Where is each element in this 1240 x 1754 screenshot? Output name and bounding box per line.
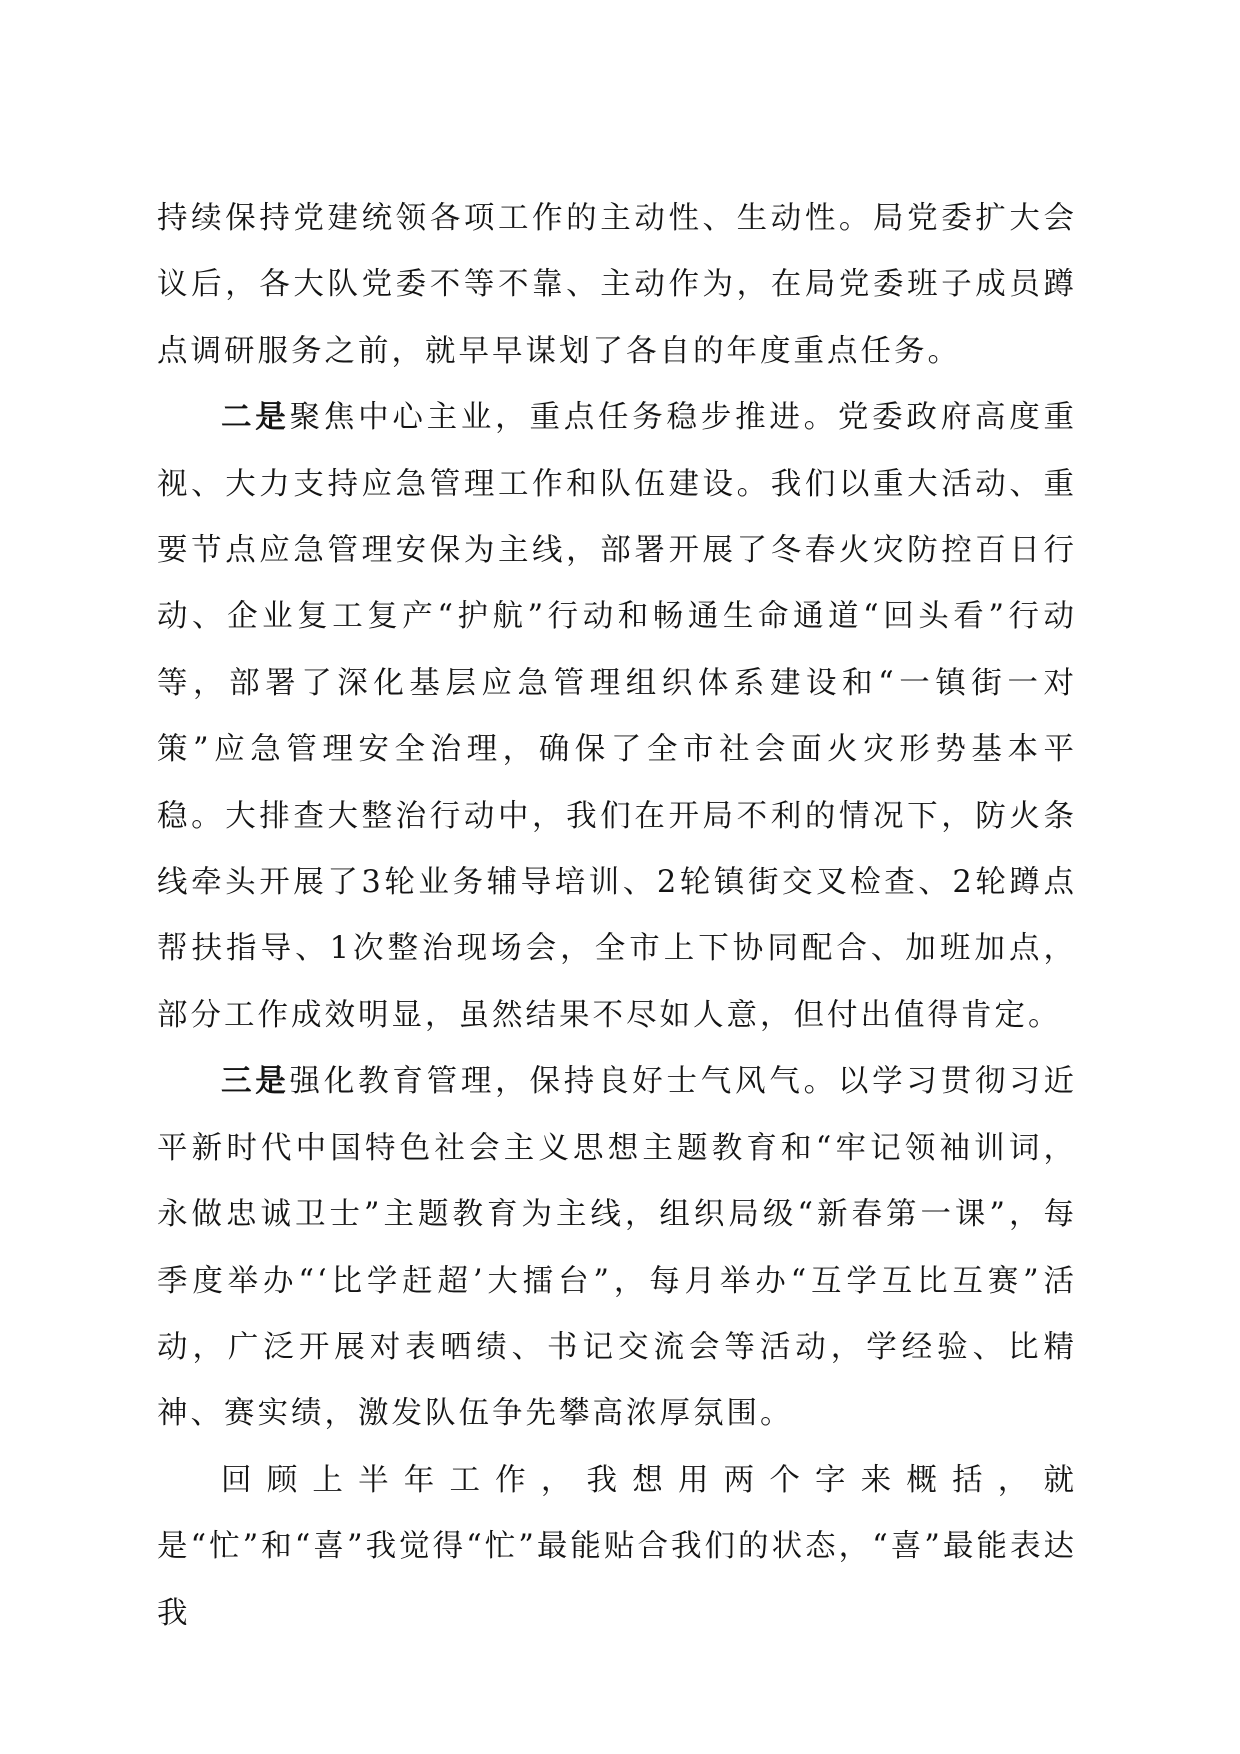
paragraph-review-summary bbox=[157, 1448, 1077, 1647]
paragraph-text: 强化教育管理，保持良好士气风气。以学习贯彻习近平新时代中国特色社会主义思想主题教育和“牢记领袖训词，永做忠诚卫士”主题教育为主线，组织局级“新春第一课”，每季度举办“‘比学赶超’大擂台”，每月举办“互学互比互赛”活动，广泛开展对表晒绩、书记交流会等活动，学经验、比精神、赛实绩，激发队伍争先攀高浓厚氛围。 bbox=[157, 1064, 1078, 1432]
paragraph-party-building-continuation bbox=[157, 186, 1077, 385]
paragraph-third-point bbox=[157, 1049, 1077, 1447]
paragraph-text: 持续保持党建统领各项工作的主动性、生动性。局党委扩大会议后，各大队党委不等不靠、主动作为，在局党委班子成员蹲点调研服务之前，就早早谋划了各自的年度重点任务。 bbox=[157, 201, 1077, 369]
body-text bbox=[157, 186, 1077, 1647]
paragraph-text: 聚焦中心主业，重点任务稳步推进。党委政府高度重视、大力支持应急管理工作和队伍建设。我们以重大活动、重要节点应急管理安保为主线，部署开展了冬春火灾防控百日行动、企业复工复产“护航”行动和畅通生命通道“回头看”行动等，部署了深化基层应急管理组织体系建设和“一镇街一对策”应急管理安全治理，确保了全市社会面火灾形势基本平稳。大排查大整治行动中，我们在开局不利的情况下，防火条线牵头开展了3轮业务辅导培训、2轮镇街交叉检查、2轮蹲点帮扶指导、1次整治现场会，全市上下协同配合、加班加点，部分工作成效明显，虽然结果不尽如人意，但付出值得肯定。 bbox=[157, 400, 1078, 1033]
paragraph-text: 回顾上半年工作，我想用两个字来概括，就是“忙”和“喜”我觉得“忙”最能贴合我们的状态，“喜”最能表达我 bbox=[157, 1462, 1077, 1631]
paragraph-second-point bbox=[157, 385, 1077, 1049]
paragraph-lead: 二是 bbox=[221, 400, 290, 436]
paragraph-lead: 三是 bbox=[221, 1064, 290, 1100]
